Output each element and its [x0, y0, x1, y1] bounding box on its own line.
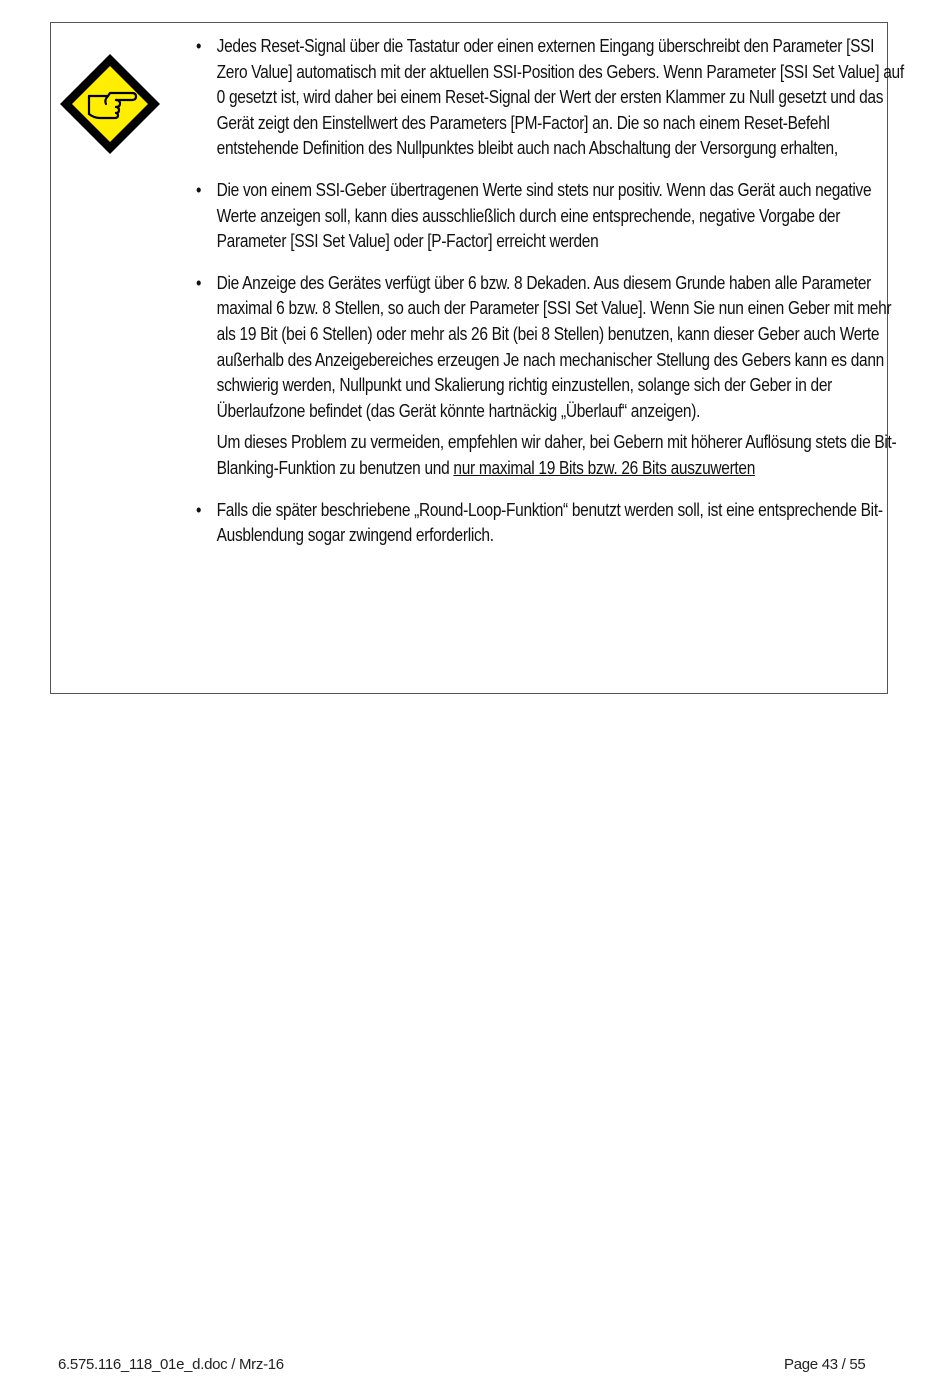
bullet: •	[196, 272, 202, 293]
footer-page-number: Page 43 / 55	[784, 1356, 866, 1373]
note-item-followup	[217, 430, 905, 481]
note-item-reset-signal	[196, 34, 905, 162]
note-item-text: Falls die später beschriebene „Round-Loop-Funktion“ benutzt werden soll, ist eine entsprechende Bit-Ausblendung sogar zwingend erforderlich.	[216, 499, 883, 546]
note-item-positive-values	[196, 178, 905, 255]
bullet: •	[196, 499, 202, 520]
followup-text: Um dieses Problem zu vermeiden, empfehlen wir daher, bei Gebern mit höherer Auflösung stets die Bit-Blanking-Funktion zu benutzen und	[216, 432, 897, 478]
pointing-hand-warning-icon	[58, 52, 162, 156]
bullet: •	[196, 36, 202, 56]
note-item-text: Die Anzeige des Gerätes verfügt über 6 bzw. 8 Dekaden. Aus diesem Grunde haben alle Parameter maximal 6 bzw. 8 Stellen, so auch der Parameter [SSI Set Value]. Wenn Sie nun einen Geber mit mehr als 19 Bit (bei 6 Stellen) oder mehr als 26 Bit (bei 8 Stellen) benutzen, kann dieser Geber auch Werte außerhalb des Anzeigebereiches erzeugen Je nach mechanischer Stellung des Gebers kann es dann schwierig werden, Nullpunkt und Skalierung richtig einzustellen, solange sich der Geber in der Überlaufzone befindet (das Gerät könnte hartnäckig „Überlauf“ anzeigen).	[216, 272, 892, 421]
note-item-text: Die von einem SSI-Geber übertragenen Werte sind stets nur positiv. Wenn das Gerät auch negative Werte anzeigen soll, kann dies ausschließlich durch eine entsprechende, negative Vorgabe der Parameter [SSI Set Value] oder [P-Factor] erreicht werden	[216, 179, 872, 252]
note-item-round-loop	[196, 498, 905, 549]
note-item-display-decades	[196, 271, 905, 482]
note-item-text: Jedes Reset-Signal über die Tastatur oder einen externen Eingang überschreibt den Parameter [SSI Zero Value] automatisch mit der aktuellen SSI-Position des Gebers. Wenn Parameter [SSI Set Value] auf 0 gesetzt ist, wird daher bei einem Reset-Signal der Wert der ersten Klammer zu Null gesetzt und das Gerät zeigt den Einstellwert des Parameters [PM-Factor] an. Die so nach einem Reset-Befehl entstehende Definition des Nullpunktes bleibt auch nach Abschaltung der Versorgung erhalten,	[216, 36, 904, 159]
followup-underlined-text: nur maximal 19 Bits bzw. 26 Bits auszuwerten	[453, 457, 756, 478]
bullet: •	[196, 179, 202, 200]
note-list	[196, 34, 904, 565]
footer-document-id: 6.575.116_118_01e_d.doc / Mrz-16	[58, 1356, 284, 1373]
